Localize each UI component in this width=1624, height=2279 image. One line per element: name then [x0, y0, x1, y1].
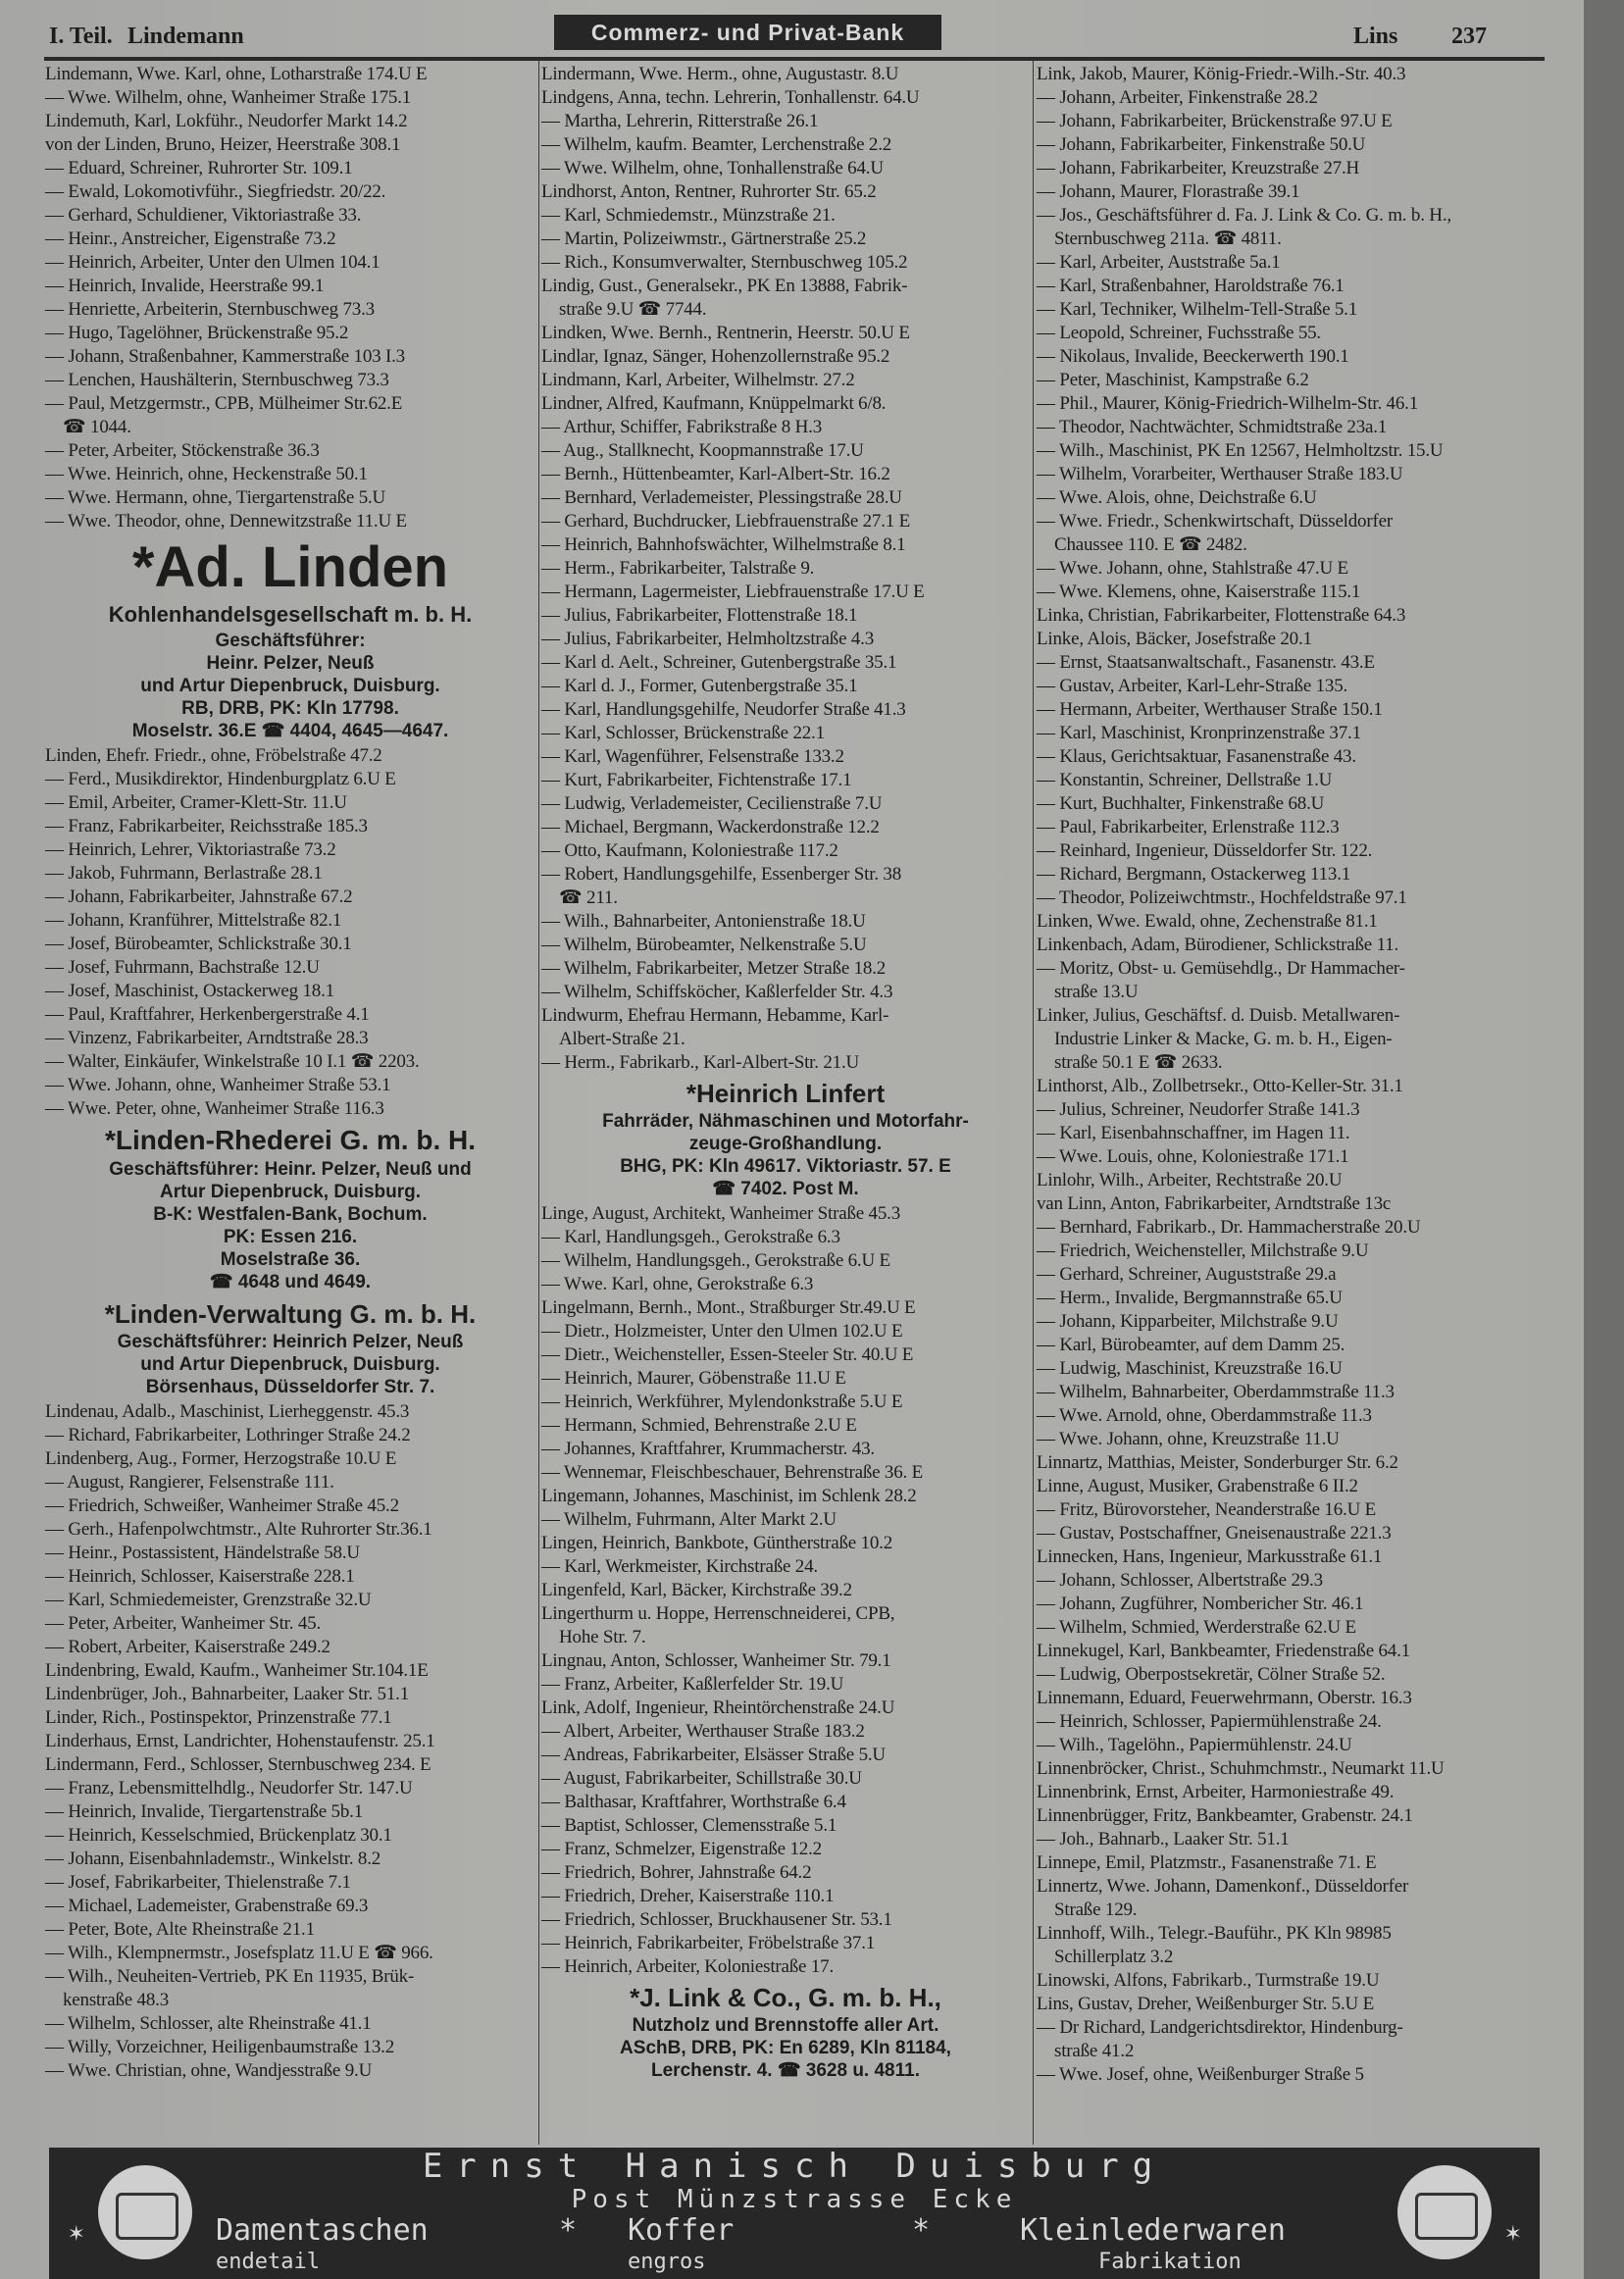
directory-entry: — Peter, Arbeiter, Wanheimer Str. 45.	[45, 1613, 321, 1634]
directory-entry: — Lenchen, Haushälterin, Sternbuschweg 73.3	[45, 370, 389, 390]
directory-entry: — Johann, Zugführer, Nombericher Str. 46.1	[1037, 1594, 1364, 1614]
directory-entry: — Heinrich, Maurer, Göbenstraße 11.U E	[541, 1368, 846, 1389]
directory-entry: — Heinr., Anstreicher, Eigenstraße 73.2	[45, 228, 336, 249]
directory-entry: Lindemann, Wwe. Karl, ohne, Lotharstraße 174.U E	[45, 64, 428, 84]
directory-entry: — Hugo, Tagelöhner, Brückenstraße 95.2	[45, 323, 349, 343]
directory-entry: Linnenbröcker, Christ., Schuhmchmstr., Neumarkt 11.U	[1037, 1758, 1445, 1779]
directory-entry: Link, Jakob, Maurer, König-Friedr.-Wilh.-Str. 40.3	[1037, 64, 1406, 84]
directory-entry: — Nikolaus, Invalide, Beeckerwerth 190.1	[1037, 346, 1349, 367]
directory-entry: — Otto, Kaufmann, Koloniestraße 117.2	[541, 840, 838, 861]
ad-title: *Ad. Linden	[131, 535, 449, 599]
directory-entry: — Friedrich, Schweißer, Wanheimer Straße 45.2	[45, 1495, 399, 1516]
directory-entry: — Johann, Maurer, Florastraße 39.1	[1037, 181, 1300, 202]
directory-entry: Lindenau, Adalb., Maschinist, Lierheggenstr. 45.3	[45, 1401, 410, 1422]
directory-entry: — Konstantin, Schreiner, Dellstraße 1.U	[1037, 770, 1333, 790]
page-edge	[1584, 0, 1624, 2279]
ad-line: ASchB, DRB, PK: En 6289, Kln 81184,	[620, 2038, 951, 2058]
directory-entry: Linne, August, Musiker, Grabenstraße 6 II.2	[1037, 1476, 1358, 1496]
directory-entry: — Johann, Schlosser, Albertstraße 29.3	[1037, 1570, 1323, 1591]
directory-entry-continuation: Schillerplatz 3.2	[1054, 1947, 1174, 1967]
ad-line: ☎ 7402. Post M.	[712, 1179, 859, 1199]
ad-title: *Heinrich Linfert	[685, 1079, 886, 1108]
ad-subtitle: Kohlenhandelsgesellschaft m. b. H.	[108, 602, 473, 627]
directory-entry: — Wwe. Arnold, ohne, Oberdammstraße 11.3	[1037, 1405, 1372, 1426]
directory-entry: — Wennemar, Fleischbeschauer, Behrenstraße 36. E	[541, 1462, 924, 1483]
directory-entry: — Friedrich, Weichensteller, Milchstraße 9.U	[1037, 1241, 1369, 1261]
directory-entry: — Josef, Fuhrmann, Bachstraße 12.U	[45, 957, 320, 978]
banner-company: Ernst Hanisch Duisburg	[422, 2147, 1167, 2186]
directory-entry: Lindig, Gust., Generalsekr., PK En 13888, Fabrik-	[541, 276, 908, 296]
directory-entry: — Ludwig, Oberpostsekretär, Cölner Straße 52.	[1037, 1664, 1386, 1685]
directory-entry: Linnemann, Eduard, Feuerwehrmann, Oberstr. 16.3	[1037, 1688, 1412, 1708]
directory-entry: Lindermann, Ferd., Schlosser, Sternbuschweg 234. E	[45, 1754, 431, 1775]
directory-entry: — Arthur, Schiffer, Fabrikstraße 8 H.3	[541, 417, 823, 437]
ad-line: Moselstraße 36.	[220, 1249, 361, 1270]
column-divider	[538, 61, 539, 2145]
directory-entry: Lindmann, Karl, Arbeiter, Wilhelmstr. 27.2	[541, 370, 855, 390]
ad-line: Nutzholz und Brennstoffe aller Art.	[632, 2015, 939, 2036]
directory-entry: — Robert, Arbeiter, Kaiserstraße 249.2	[45, 1637, 330, 1657]
directory-entry: — Friedrich, Dreher, Kaiserstraße 110.1	[541, 1886, 835, 1906]
directory-entry-continuation: straße 50.1 E ☎ 2633.	[1054, 1052, 1223, 1073]
directory-entry: — Martha, Lehrerin, Ritterstraße 26.1	[541, 111, 819, 131]
directory-entry: — August, Rangierer, Felsenstraße 111.	[45, 1472, 334, 1493]
directory-entry: — Vinzenz, Fabrikarbeiter, Arndtstraße 28.3	[45, 1028, 369, 1048]
directory-entry-continuation: Industrie Linker & Macke, G. m. b. H., Eigen-	[1054, 1029, 1393, 1049]
directory-entry: Lingnau, Anton, Schlosser, Wanheimer Str. 79.1	[541, 1650, 891, 1671]
directory-entry: Linke, Alois, Bäcker, Josefstraße 20.1	[1037, 629, 1312, 649]
ad-linden-rhederei	[45, 1121, 535, 1295]
banner-mode: endetail	[216, 2250, 320, 2274]
column-divider	[1033, 61, 1034, 2145]
directory-entry: Linder, Rich., Postinspektor, Prinzenstraße 77.1	[45, 1707, 392, 1728]
directory-entry: Lindhorst, Anton, Rentner, Ruhrorter Str. 65.2	[541, 181, 877, 202]
ad-linden-verwaltung	[45, 1295, 535, 1400]
directory-entry: — Wwe. Klemens, ohne, Kaiserstraße 115.1	[1037, 582, 1361, 602]
directory-entry: — Fritz, Bürovorsteher, Neanderstraße 16.U E	[1037, 1499, 1377, 1520]
directory-entry: Lindlar, Ignaz, Sänger, Hohenzollernstraße 95.2	[541, 346, 890, 367]
directory-entry: Linge, August, Architekt, Wanheimer Straße 45.3	[541, 1203, 901, 1224]
directory-entry: — Karl, Schlosser, Brückenstraße 22.1	[541, 723, 825, 743]
directory-entry: — Heinrich, Fabrikarbeiter, Fröbelstraße 37.1	[541, 1933, 876, 1953]
directory-entry: — Willy, Vorzeichner, Heiligenbaumstraße 13.2	[45, 2037, 395, 2057]
directory-entry: — Wilhelm, Vorarbeiter, Werthauser Straße 183.U	[1037, 464, 1403, 484]
banner-address: Post Münzstrasse Ecke	[571, 2185, 1018, 2214]
directory-entry: — Wwe. Peter, ohne, Wanheimer Straße 116.3	[45, 1098, 384, 1119]
directory-entry: Linnartz, Matthias, Meister, Sonderburger Str. 6.2	[1037, 1452, 1398, 1473]
directory-entry: — Herm., Fabrikarbeiter, Talstraße 9.	[541, 558, 815, 579]
ad-line: RB, DRB, PK: Kln 17798.	[181, 698, 399, 719]
directory-entry: — Paul, Metzgermstr., CPB, Mülheimer Str.62.E	[45, 393, 403, 414]
banner-product: Koffer	[628, 2213, 735, 2248]
ad-line: ☎ 4648 und 4649.	[209, 1272, 372, 1292]
directory-entry: — August, Fabrikarbeiter, Schillstraße 30.U	[541, 1768, 862, 1789]
directory-entry: Linnertz, Wwe. Johann, Damenkonf., Düsseldorfer	[1037, 1876, 1409, 1897]
directory-entry: Link, Adolf, Ingenieur, Rheintörchenstraße 24.U	[541, 1697, 895, 1718]
directory-entry: — Gerhard, Schreiner, Auguststraße 29.a	[1037, 1264, 1337, 1285]
directory-entry: — Wwe. Friedr., Schenkwirtschaft, Düsseldorfer	[1037, 511, 1393, 532]
directory-entry: Lindken, Wwe. Bernh., Rentnerin, Heerstr. 50.U E	[541, 323, 910, 343]
directory-entry: — Moritz, Obst- u. Gemüsehdlg., Dr Hammacher-	[1037, 958, 1405, 979]
directory-entry: — Gustav, Arbeiter, Karl-Lehr-Straße 135.	[1037, 676, 1348, 696]
directory-entry: Linnenbrügger, Fritz, Bankbeamter, Grabenstr. 24.1	[1037, 1805, 1413, 1826]
part-label: I. Teil.	[49, 24, 113, 49]
banner-separator: *	[559, 2213, 578, 2248]
ad-line: B-K: Westfalen-Bank, Bochum.	[153, 1204, 428, 1225]
directory-entry: — Heinrich, Arbeiter, Koloniestraße 17.	[541, 1956, 834, 1977]
directory-entry: — Heinrich, Arbeiter, Unter den Ulmen 104.1	[45, 252, 381, 273]
directory-entry: — Gerh., Hafenpolwchtmstr., Alte Ruhrorter Str.36.1	[45, 1519, 432, 1540]
directory-entry-continuation: Albert-Straße 21.	[559, 1029, 685, 1049]
banner-product: Damentaschen	[216, 2213, 429, 2248]
directory-entry: Lindenbrüger, Joh., Bahnarbeiter, Laaker Str. 51.1	[45, 1684, 410, 1704]
directory-entry: — Bernhard, Verlademeister, Plessingstraße 28.U	[541, 487, 902, 508]
directory-entry: — Johann, Kranführer, Mittelstraße 82.1	[45, 910, 342, 931]
directory-entry: — Paul, Fabrikarbeiter, Erlenstraße 112.3	[1037, 817, 1340, 837]
directory-entry: — Ludwig, Maschinist, Kreuzstraße 16.U	[1037, 1358, 1343, 1379]
directory-entry: — Herm., Invalide, Bergmannstraße 65.U	[1037, 1288, 1343, 1308]
directory-entry: — Karl, Wagenführer, Felsenstraße 133.2	[541, 746, 844, 767]
directory-entry: Linden, Ehefr. Friedr., ohne, Fröbelstraße 47.2	[45, 745, 382, 766]
directory-entry: — Peter, Bote, Alte Rheinstraße 21.1	[45, 1919, 315, 1940]
directory-entry: Linka, Christian, Fabrikarbeiter, Flottenstraße 64.3	[1037, 605, 1406, 626]
directory-entry: — Kurt, Fabrikarbeiter, Fichtenstraße 17.1	[541, 770, 852, 790]
directory-entry: — Julius, Fabrikarbeiter, Helmholtzstraße 4.3	[541, 629, 875, 649]
directory-entry: Lindgens, Anna, techn. Lehrerin, Tonhallenstr. 64.U	[541, 87, 920, 108]
directory-entry: Lindermann, Wwe. Herm., ohne, Augustastr. 8.U	[541, 64, 899, 84]
ad-line: Heinr. Pelzer, Neuß	[206, 653, 375, 674]
directory-entry: Lindenberg, Aug., Former, Herzogstraße 10.U E	[45, 1448, 397, 1469]
bank-advertisement: Commerz- und Privat-Bank	[554, 15, 941, 50]
directory-entry: — Rich., Konsumverwalter, Sternbuschweg 105.2	[541, 252, 908, 273]
directory-entry: — Gerhard, Buchdrucker, Liebfrauenstraße 27.1 E	[541, 511, 911, 532]
directory-entry: — Wwe. Johann, ohne, Wanheimer Straße 53.1	[45, 1075, 391, 1095]
directory-entry: — Hermann, Schmied, Behrenstraße 2.U E	[541, 1415, 857, 1436]
ad-line: Moselstr. 36.E ☎ 4404, 4645—4647.	[131, 721, 449, 741]
directory-entry: — Heinrich, Kesselschmied, Brückenplatz 30.1	[45, 1825, 392, 1846]
directory-entry: van Linn, Anton, Fabrikarbeiter, Arndtstraße 13c	[1037, 1193, 1392, 1214]
directory-entry: — Wilhelm, Schlosser, alte Rheinstraße 41.1	[45, 2013, 372, 2034]
directory-entry: — Karl, Bürobeamter, auf dem Damm 25.	[1037, 1335, 1345, 1355]
directory-entry: — Gerhard, Schuldiener, Viktoriastraße 33.	[45, 205, 362, 226]
directory-entry: — Ludwig, Verlademeister, Cecilienstraße 7.U	[541, 793, 883, 814]
ad-line: Geschäftsführer: Heinrich Pelzer, Neuß	[117, 1332, 464, 1352]
directory-entry: — Karl, Schmiedemeister, Grenzstraße 32.U	[45, 1590, 372, 1610]
directory-entry: Linnekugel, Karl, Bankbeamter, Friedenstraße 64.1	[1037, 1641, 1410, 1661]
directory-entry-continuation: ☎ 1044.	[63, 417, 131, 437]
directory-entry: — Heinrich, Werkführer, Mylendonkstraße 5.U E	[541, 1392, 903, 1412]
directory-entry: — Peter, Arbeiter, Stöckenstraße 36.3	[45, 440, 320, 461]
directory-entry: — Karl, Maschinist, Kronprinzenstraße 37.1	[1037, 723, 1361, 743]
directory-entry: — Wilhelm, Bahnarbeiter, Oberdammstraße 11.3	[1037, 1382, 1395, 1402]
directory-entry: — Michael, Bergmann, Wackerdonstraße 12.2	[541, 817, 880, 837]
directory-entry: — Johannes, Kraftfahrer, Krummacherstr. 43.	[541, 1439, 875, 1459]
directory-entry: — Heinrich, Lehrer, Viktoriastraße 73.2	[45, 839, 336, 860]
directory-entry: — Jos., Geschäftsführer d. Fa. J. Link & Co. G. m. b. H.,	[1037, 205, 1451, 226]
directory-entry: — Heinrich, Invalide, Tiergartenstraße 5b.1	[45, 1801, 364, 1822]
directory-entry: — Balthasar, Kraftfahrer, Worthstraße 6.4	[541, 1792, 846, 1812]
directory-entry: Lindemuth, Karl, Lokführ., Neudorfer Markt 14.2	[45, 111, 408, 131]
directory-entry: Lindenbring, Ewald, Kaufm., Wanheimer Str.104.1E	[45, 1660, 429, 1681]
directory-entry: — Wilh., Klempnermstr., Josefsplatz 11.U E ☎ 966.	[45, 1943, 433, 1963]
star-icon: ✶	[1505, 2218, 1521, 2248]
directory-entry: Linnecken, Hans, Ingenieur, Markusstraße 61.1	[1037, 1546, 1383, 1567]
directory-entry: Lingelmann, Bernh., Mont., Straßburger Str.49.U E	[541, 1297, 916, 1318]
directory-entry: — Heinrich, Schlosser, Kaiserstraße 228.1	[45, 1566, 355, 1587]
directory-entry: — Wwe. Josef, ohne, Weißenburger Straße 5	[1037, 2064, 1364, 2085]
directory-entry: — Karl, Handlungsgehilfe, Neudorfer Straße 41.3	[541, 699, 906, 720]
directory-entry: Linker, Julius, Geschäftsf. d. Duisb. Metallwaren-	[1037, 1005, 1400, 1026]
ad-line: und Artur Diepenbruck, Duisburg.	[140, 1354, 440, 1375]
directory-entry: — Johann, Fabrikarbeiter, Brückenstraße 97.U E	[1037, 111, 1393, 131]
directory-entry: — Dr Richard, Landgerichtsdirektor, Hindenburg-	[1037, 2017, 1403, 2038]
directory-entry: — Wwe. Hermann, ohne, Tiergartenstraße 5.U	[45, 487, 386, 508]
directory-entry: — Bernhard, Fabrikarb., Dr. Hammacherstraße 20.U	[1037, 1217, 1421, 1238]
directory-entry: Linthorst, Alb., Zollbetrsekr., Otto-Keller-Str. 31.1	[1037, 1076, 1403, 1096]
directory-entry: — Klaus, Gerichtsaktuar, Fasanenstraße 43.	[1037, 746, 1356, 767]
directory-entry: — Dietr., Weichensteller, Essen-Steeler Str. 40.U E	[541, 1344, 914, 1365]
directory-entry: — Karl, Straßenbahner, Haroldstraße 76.1	[1037, 276, 1345, 296]
directory-entry: — Johann, Kipparbeiter, Milchstraße 9.U	[1037, 1311, 1339, 1332]
directory-entry: — Johann, Eisenbahnlademstr., Winkelstr. 8.2	[45, 1849, 381, 1869]
ad-line: Fahrräder, Nähmaschinen und Motorfahr-	[602, 1111, 969, 1132]
directory-entry: — Karl d. Aelt., Schreiner, Gutenbergstraße 35.1	[541, 652, 897, 673]
directory-entry: — Karl, Techniker, Wilhelm-Tell-Straße 5.1	[1037, 299, 1358, 320]
directory-entry: — Wilhelm, Bürobeamter, Nelkenstraße 5.U	[541, 935, 867, 955]
directory-entry: — Andreas, Fabrikarbeiter, Elsässer Straße 5.U	[541, 1745, 886, 1765]
directory-entry: — Wilh., Tagelöhn., Papiermühlenstr. 24.U	[1037, 1735, 1352, 1755]
directory-entry-continuation: ☎ 211.	[559, 887, 618, 908]
ad-title: *J. Link & Co., G. m. b. H.,	[630, 1983, 941, 2012]
directory-entry: — Friedrich, Bohrer, Jahnstraße 64.2	[541, 1862, 812, 1883]
directory-entry-continuation: kenstraße 48.3	[63, 1990, 169, 2010]
left-keyword: Lindemann	[127, 24, 244, 49]
directory-entry: — Franz, Schmelzer, Eigenstraße 12.2	[541, 1839, 822, 1859]
directory-entry: — Franz, Lebensmittelhdlg., Neudorfer Str. 147.U	[45, 1778, 413, 1798]
directory-entry: — Peter, Maschinist, Kampstraße 6.2	[1037, 370, 1309, 390]
star-icon: ✶	[69, 2218, 84, 2248]
directory-entry: — Ferd., Musikdirektor, Hindenburgplatz 6.U E	[45, 769, 396, 789]
directory-column-3	[1037, 63, 1542, 2145]
directory-entry: — Gustav, Postschaffner, Gneisenaustraße 221.3	[1037, 1523, 1392, 1544]
ad-title: *Linden-Rhederei G. m. b. H.	[104, 1125, 477, 1155]
directory-entry: — Ernst, Staatsanwaltschaft., Fasanenstr. 43.E	[1037, 652, 1375, 673]
directory-entry-continuation: straße 41.2	[1054, 2041, 1135, 2061]
directory-entry: — Joh., Bahnarb., Laaker Str. 51.1	[1037, 1829, 1290, 1849]
directory-entry: — Karl, Arbeiter, Auststraße 5a.1	[1037, 252, 1281, 273]
directory-entry: — Walter, Einkäufer, Winkelstraße 10 I.1 ☎ 2203.	[45, 1051, 420, 1072]
directory-entry: — Karl, Eisenbahnschaffner, im Hagen 11.	[1037, 1123, 1350, 1143]
directory-entry: — Richard, Bergmann, Ostackerweg 113.1	[1037, 864, 1351, 885]
directory-entry: — Josef, Bürobeamter, Schlickstraße 30.1	[45, 934, 352, 954]
directory-entry: — Herm., Fabrikarb., Karl-Albert-Str. 21.U	[541, 1052, 860, 1073]
banner-product: Kleinlederwaren	[1020, 2213, 1286, 2248]
directory-entry: — Wilhelm, Schiffsköcher, Kaßlerfelder Str. 4.3	[541, 982, 893, 1002]
directory-entry: — Paul, Kraftfahrer, Herkenbergerstraße 4.1	[45, 1004, 370, 1025]
directory-entry: — Heinrich, Invalide, Heerstraße 99.1	[45, 276, 325, 296]
directory-entry: Linnepe, Emil, Platzmstr., Fasanenstraße 71. E	[1037, 1852, 1377, 1873]
ad-line: und Artur Diepenbruck, Duisburg.	[140, 676, 440, 696]
directory-entry: — Franz, Arbeiter, Kaßlerfelder Str. 19.U	[541, 1674, 844, 1695]
ad-j-link-co	[541, 1979, 1030, 2084]
directory-entry: — Wwe. Johann, ohne, Stahlstraße 47.U E	[1037, 558, 1348, 579]
directory-entry: Lingemann, Johannes, Maschinist, im Schlenk 28.2	[541, 1486, 917, 1506]
directory-entry: — Wwe. Johann, ohne, Kreuzstraße 11.U	[1037, 1429, 1340, 1449]
directory-entry: — Wilhelm, Schmied, Werderstraße 62.U E	[1037, 1617, 1356, 1638]
header-rule	[44, 57, 1545, 61]
directory-entry: — Michael, Lademeister, Grabenstraße 69.3	[45, 1896, 369, 1916]
directory-entry: — Wwe. Wilhelm, ohne, Tonhallenstraße 64.U	[541, 158, 884, 178]
directory-entry: — Franz, Fabrikarbeiter, Reichsstraße 185.3	[45, 816, 368, 836]
ad-line: Geschäftsführer: Heinr. Pelzer, Neuß und	[109, 1159, 472, 1180]
directory-entry: — Josef, Maschinist, Ostackerweg 18.1	[45, 981, 334, 1001]
directory-entry: — Phil., Maurer, König-Friedrich-Wilhelm-Str. 46.1	[1037, 393, 1419, 414]
directory-entry: — Dietr., Holzmeister, Unter den Ulmen 102.U E	[541, 1321, 903, 1342]
directory-entry-continuation: Straße 129.	[1054, 1899, 1138, 1920]
ad-title: *Linden-Verwaltung G. m. b. H.	[104, 1299, 477, 1329]
directory-entry: Linowski, Alfons, Fabrikarb., Turmstraße 19.U	[1037, 1970, 1380, 1991]
directory-entry: — Johann, Fabrikarbeiter, Jahnstraße 67.2	[45, 886, 353, 907]
directory-entry: — Wilh., Neuheiten-Vertrieb, PK En 11935, Brük-	[45, 1966, 415, 1987]
directory-entry: — Reinhard, Ingenieur, Düsseldorfer Str. 122.	[1037, 840, 1373, 861]
directory-entry: — Wwe. Karl, ohne, Gerokstraße 6.3	[541, 1274, 814, 1294]
banner-mode: engros	[628, 2250, 706, 2274]
directory-entry: — Wilh., Bahnarbeiter, Antonienstraße 18.U	[541, 911, 866, 932]
directory-entry: — Josef, Fabrikarbeiter, Thielenstraße 7.1	[45, 1872, 351, 1893]
right-keyword: Lins	[1353, 24, 1398, 49]
directory-entry: — Theodor, Nachtwächter, Schmidtstraße 23a.1	[1037, 417, 1388, 437]
directory-entry: — Karl d. J., Former, Gutenbergstraße 35.1	[541, 676, 858, 696]
directory-entry: — Richard, Fabrikarbeiter, Lothringer Straße 24.2	[45, 1425, 411, 1445]
directory-entry: — Albert, Arbeiter, Werthauser Straße 183.2	[541, 1721, 865, 1742]
directory-entry: Linnhoff, Wilh., Telegr.-Bauführ., PK Kln 98985	[1037, 1923, 1392, 1944]
directory-entry: — Leopold, Schreiner, Fuchsstraße 55.	[1037, 323, 1321, 343]
directory-entry: Lindner, Alfred, Kaufmann, Knüppelmarkt 6/8.	[541, 393, 887, 414]
ad-line: Geschäftsführer:	[215, 631, 366, 651]
directory-entry: — Wwe. Louis, ohne, Koloniestraße 171.1	[1037, 1146, 1349, 1167]
directory-entry-continuation: Chaussee 110. E ☎ 2482.	[1054, 534, 1247, 555]
directory-entry: — Heinrich, Schlosser, Papiermühlenstraße 24.	[1037, 1711, 1382, 1732]
directory-entry: — Wwe. Heinrich, ohne, Heckenstraße 50.1	[45, 464, 368, 484]
directory-entry: Linkenbach, Adam, Bürodiener, Schlickstraße 11.	[1037, 935, 1399, 955]
directory-entry: — Ewald, Lokomotivführ., Siegfriedstr. 20/22.	[45, 181, 386, 202]
directory-entry: — Baptist, Schlosser, Clemensstraße 5.1	[541, 1815, 837, 1836]
directory-entry: — Johann, Arbeiter, Finkenstraße 28.2	[1037, 87, 1318, 108]
directory-entry: — Karl, Schmiedemstr., Münzstraße 21.	[541, 205, 836, 226]
directory-entry: — Johann, Fabrikarbeiter, Kreuzstraße 27.H	[1037, 158, 1360, 178]
directory-entry: Linlohr, Wilh., Arbeiter, Rechtstraße 20.U	[1037, 1170, 1343, 1190]
directory-entry: Lingen, Heinrich, Bankbote, Güntherstraße 10.2	[541, 1533, 893, 1553]
directory-entry: — Karl, Werkmeister, Kirchstraße 24.	[541, 1556, 818, 1577]
directory-entry: — Karl, Handlungsgeh., Gerokstraße 6.3	[541, 1227, 840, 1247]
directory-entry: — Aug., Stallknecht, Koopmannstraße 17.U	[541, 440, 864, 461]
directory-entry: — Martin, Polizeiwmstr., Gärtnerstraße 25.2	[541, 228, 867, 249]
banner-mode: Fabrikation	[1098, 2250, 1242, 2274]
directory-entry: — Robert, Handlungsgehilfe, Essenberger Str. 38	[541, 864, 902, 885]
ad-line: PK: Essen 216.	[223, 1227, 358, 1247]
directory-entry: — Theodor, Polizeiwchtmstr., Hochfeldstraße 97.1	[1037, 887, 1407, 908]
ad-line: Börsenhaus, Düsseldorfer Str. 7.	[145, 1377, 435, 1397]
directory-entry-continuation: Hohe Str. 7.	[559, 1627, 646, 1647]
directory-entry: — Friedrich, Schlosser, Bruckhausener Str. 53.1	[541, 1909, 892, 1930]
directory-entry: — Heinr., Postassistent, Händelstraße 58.U	[45, 1543, 360, 1563]
directory-entry: — Jakob, Fuhrmann, Berlastraße 28.1	[45, 863, 323, 884]
directory-entry: — Eduard, Schreiner, Ruhrorter Str. 109.1	[45, 158, 353, 178]
banner-separator: *	[912, 2213, 931, 2248]
ad-line: Lerchenstr. 4. ☎ 3628 u. 4811.	[651, 2060, 920, 2081]
directory-entry: — Bernh., Hüttenbeamter, Karl-Albert-Str. 16.2	[541, 464, 890, 484]
directory-column-2	[541, 63, 1030, 2145]
directory-entry: — Wwe. Theodor, ohne, Dennewitzstraße 11.U E	[45, 511, 407, 532]
page-number: 237	[1451, 24, 1487, 49]
directory-entry: Lingerthurm u. Hoppe, Herrenschneiderei, CPB,	[541, 1603, 895, 1624]
directory-entry: von der Linden, Bruno, Heizer, Heerstraße 308.1	[45, 134, 401, 155]
ad-line: zeuge-Großhandlung.	[688, 1134, 883, 1154]
directory-entry: — Henriette, Arbeiterin, Sternbuschweg 73.3	[45, 299, 375, 320]
directory-entry: Linnenbrink, Ernst, Arbeiter, Harmoniestraße 49.	[1037, 1782, 1395, 1802]
directory-entry: — Hermann, Arbeiter, Werthauser Straße 150.1	[1037, 699, 1383, 720]
directory-entry: — Johann, Fabrikarbeiter, Finkenstraße 50.U	[1037, 134, 1366, 155]
directory-entry: Lingenfeld, Karl, Bäcker, Kirchstraße 39.2	[541, 1580, 852, 1600]
directory-entry: Linken, Wwe. Ewald, ohne, Zechenstraße 81.1	[1037, 911, 1378, 932]
directory-entry: — Kurt, Buchhalter, Finkenstraße 68.U	[1037, 793, 1325, 814]
directory-entry: — Wilhelm, Handlungsgeh., Gerokstraße 6.U E	[541, 1250, 890, 1271]
ad-line: Artur Diepenbruck, Duisburg.	[159, 1182, 422, 1202]
directory-entry: — Julius, Fabrikarbeiter, Flottenstraße 18.1	[541, 605, 858, 626]
directory-entry: Lindwurm, Ehefrau Hermann, Hebamme, Karl-	[541, 1005, 889, 1026]
directory-entry-continuation: straße 9.U ☎ 7744.	[559, 299, 707, 320]
directory-entry: — Emil, Arbeiter, Cramer-Klett-Str. 11.U	[45, 792, 347, 813]
directory-entry: — Johann, Straßenbahner, Kammerstraße 103 I.3	[45, 346, 405, 367]
directory-entry: — Wilhelm, kaufm. Beamter, Lerchenstraße 2.2	[541, 134, 892, 155]
directory-entry-continuation: Sternbuschweg 211a. ☎ 4811.	[1054, 228, 1282, 249]
directory-entry: — Wwe. Wilhelm, ohne, Wanheimer Straße 175.1	[45, 87, 412, 108]
directory-entry: — Heinrich, Bahnhofswächter, Wilhelmstraße 8.1	[541, 534, 906, 555]
ad-heinrich-linfert	[541, 1075, 1030, 1202]
directory-column-1	[45, 63, 535, 2145]
ad-line: BHG, PK: Kln 49617. Viktoriastr. 57. E	[620, 1156, 951, 1177]
directory-entry: — Wwe. Christian, ohne, Wandjesstraße 9.U	[45, 2060, 373, 2081]
directory-entry: — Wilhelm, Fuhrmann, Alter Markt 2.U	[541, 1509, 837, 1530]
directory-entry: — Hermann, Lagermeister, Liebfrauenstraße 17.U E	[541, 582, 925, 602]
directory-entry: Lins, Gustav, Dreher, Weißenburger Str. 5.U E	[1037, 1994, 1375, 2014]
directory-entry: — Wilhelm, Fabrikarbeiter, Metzer Straße 18.2	[541, 958, 887, 979]
page-header	[44, 10, 1545, 59]
directory-entry: — Wwe. Alois, ohne, Deichstraße 6.U	[1037, 487, 1317, 508]
directory-entry-continuation: straße 13.U	[1054, 982, 1139, 1002]
directory-entry: Linderhaus, Ernst, Landrichter, Hohenstaufenstr. 25.1	[45, 1731, 435, 1751]
directory-entry: — Wilh., Maschinist, PK En 12567, Helmholtzstr. 15.U	[1037, 440, 1444, 461]
directory-entry: — Julius, Schreiner, Neudorfer Straße 141.3	[1037, 1099, 1360, 1120]
advertisement-banner	[49, 2148, 1540, 2279]
ad-linden	[45, 533, 535, 744]
